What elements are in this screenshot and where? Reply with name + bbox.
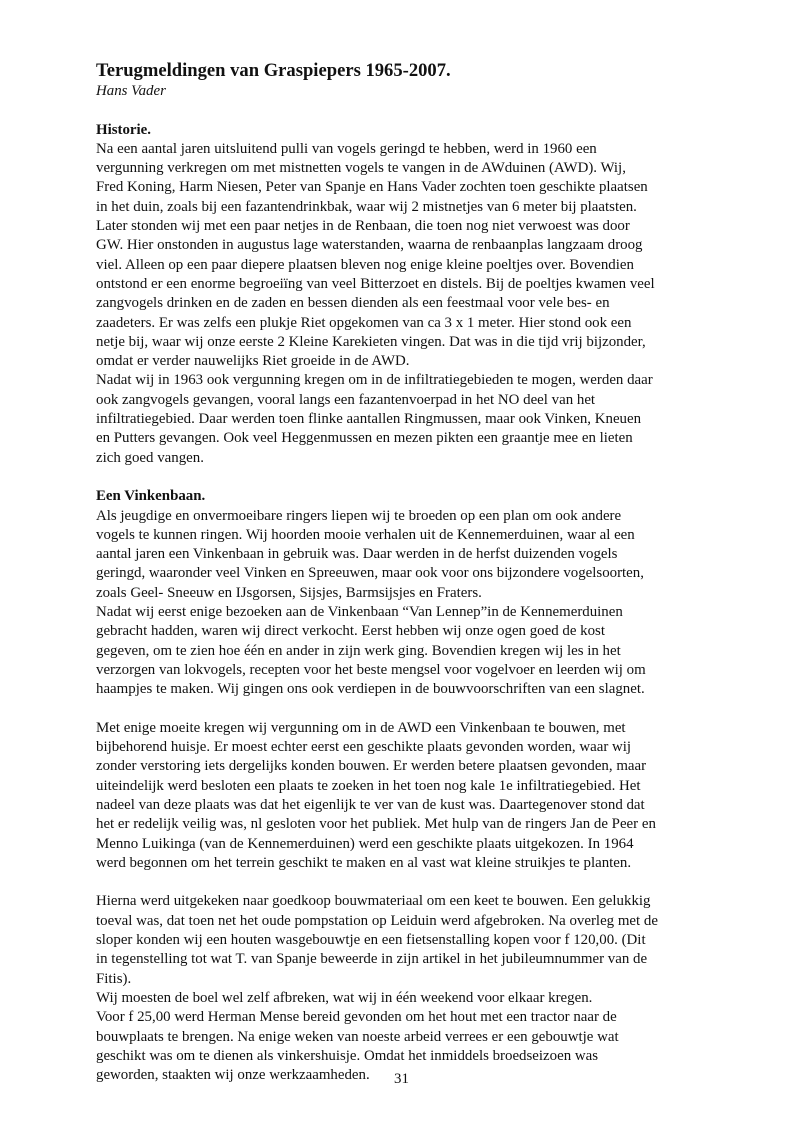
- text-line: aantal jaren een Vinkenbaan in gebruik was. Daar werden in de herfst duizenden vogels: [96, 546, 618, 563]
- text-line: het er redelijk veilig was, nl gesloten voor het publiek. Met hulp van de ringers Jan de Peer en: [96, 816, 656, 833]
- text-line: viel. Alleen op een paar diepere plaatsen bleven nog enige kleine poeltjes over. Bovendien: [96, 256, 634, 273]
- text-line: Nadat wij eerst enige bezoeken aan de Vinkenbaan “Van Lennep”in de Kennemerduinen: [96, 604, 623, 621]
- text-line: ontstond er een enorme begroeiïng van veel Bitterzoet en distels. Bij de poeltjes kwamen veel: [96, 275, 655, 292]
- text-line: in het duin, zoals bij een fazantendrinkbak, waar wij 2 mistnetjes van 6 meter bij plaatsten.: [96, 198, 637, 215]
- text-line: GW. Hier onstonden in augustus lage waterstanden, waarna de renbaanplas langzaam droog: [96, 237, 643, 254]
- article-title: Terugmeldingen van Graspiepers 1965-2007.: [96, 60, 451, 81]
- section-heading: Historie.: [96, 121, 151, 138]
- text-line: zangvogels drinken en de zaden en bessen dienden als een feestmaal voor vele bes- en: [96, 295, 610, 312]
- text-line: vergunning verkregen om met mistnetten vogels te vangen in de AWduinen (AWD). Wij,: [96, 160, 626, 177]
- text-line: bijbehorend huisje. Er moest echter eerst een geschikte plaats gevonden worden, waar wij: [96, 739, 632, 756]
- text-line: Met enige moeite kregen wij vergunning om in de AWD een Vinkenbaan te bouwen, met: [96, 719, 626, 736]
- paragraph: [96, 140, 708, 372]
- text-line: sloper konden wij een houten wasgebouwtje en een fietsenstalling kopen voor f 120,00. (Dit: [96, 932, 646, 949]
- text-line: infiltratiegebied. Daar werden toen flinke aantallen Ringmussen, maar ook Vinken, Kneuen: [96, 411, 642, 428]
- text-line: geschikt was om te dienen als vinkershuisje. Omdat het inmiddels broedseizoen was: [96, 1047, 599, 1064]
- text-line: bouwplaats te brengen. Na enige weken van noeste arbeid verrees er een gebouwtje wat: [96, 1028, 619, 1045]
- text-line: in tegenstelling tot wat T. van Spanje beweerde in zijn artikel in het jubileumnummer van de: [96, 951, 648, 968]
- text-line: toeval was, dat toen net het oude pompstation op Leiduin werd afgebroken. Na overleg met de: [96, 912, 658, 929]
- text-line: Nadat wij in 1963 ook vergunning kregen om in de infiltratiegebieden te mogen, werden daar: [96, 372, 653, 389]
- text-line: zoals Geel- Sneeuw en IJsgorsen, Sijsjes, Barmsijsjes en Fraters.: [96, 584, 482, 601]
- text-line: Menno Luikinga (van de Kennemerduinen) werd een geschikte plaats uitgekozen. In 1964: [96, 835, 634, 852]
- article-blocks: [96, 101, 708, 1085]
- paragraph: [96, 989, 708, 1008]
- text-line: Als jeugdige en onvermoeibare ringers liepen wij te broeden op een plan om ook andere: [96, 507, 622, 524]
- paragraph-gap: [96, 700, 708, 719]
- text-line: Later stonden wij met een paar netjes in de Renbaan, die toen nog niet verwoest was door: [96, 218, 630, 235]
- text-line: vogels te kunnen ringen. Wij hoorden mooie verhalen uit de Kennemerduinen, waar al een: [96, 526, 635, 543]
- text-line: Na een aantal jaren uitsluitend pulli van vogels geringd te hebben, werd in 1960 een: [96, 140, 597, 157]
- paragraph-gap: [96, 468, 708, 487]
- text-line: zaadeters. Er was zelfs een plukje Riet opgekomen van ca 3 x 1 meter. Hier stond ook een: [96, 314, 632, 331]
- paragraph: [96, 719, 708, 873]
- text-line: en Putters gevangen. Ook veel Heggenmussen en mezen pikten een graantje mee en lieten: [96, 430, 633, 447]
- text-line: zonder verstoring iets dergelijks konden bouwen. Er werden betere plaatsen gevonden, maar: [96, 758, 647, 775]
- text-line: verzorgen van lokvogels, recepten voor het beste mengsel voor vogelvoer en leerden wij om: [96, 661, 646, 678]
- page-number: 31: [394, 1071, 409, 1087]
- text-line: Fitis).: [96, 970, 132, 987]
- paragraph: [96, 371, 708, 467]
- paragraph: [96, 507, 708, 603]
- text-line: ook zangvogels gevangen, vooral langs een fazantenvoerpad in het NO deel van het: [96, 391, 596, 408]
- text-line: geringd, waaronder veel Vinken en Spreeuwen, maar ook voor ons bijzondere vogelsoorten,: [96, 565, 644, 582]
- article-body: [96, 60, 708, 1085]
- section-heading: Een Vinkenbaan.: [96, 488, 206, 505]
- text-line: netje bij, waar wij onze eerste 2 Kleine Karekieten vingen. Dat was in die tijd vrij bijzonder,: [96, 333, 646, 350]
- text-line: zich goed vangen.: [96, 449, 204, 466]
- paragraph-gap: [96, 101, 708, 120]
- paragraph: [96, 603, 708, 699]
- text-line: omdat er verder nauwelijks Riet groeide in de AWD.: [96, 353, 410, 370]
- text-line: Fred Koning, Harm Niesen, Peter van Spanje en Hans Vader zochten toen geschikte plaatsen: [96, 179, 648, 196]
- paragraph: [96, 892, 708, 988]
- paragraph-gap: [96, 873, 708, 892]
- text-line: gebracht hadden, waren wij direct verkocht. Eerst hebben wij onze ogen goed de kost: [96, 623, 605, 640]
- text-line: Voor f 25,00 werd Herman Mense bereid gevonden om het hout met een tractor naar de: [96, 1009, 617, 1026]
- text-line: geworden, staakten wij onze werkzaamheden.: [96, 1067, 370, 1084]
- text-line: uiteindelijk werd besloten een plaats te zoeken in het toen nog kale 1e infiltratiegebied. Het: [96, 777, 641, 794]
- text-line: gegeven, om te zien hoe één en ander in zijn werk ging. Bovendien kregen wij les in het: [96, 642, 621, 659]
- text-line: werd begonnen om het terrein geschikt te maken en al vast wat kleine struikjes te planten.: [96, 854, 632, 871]
- article-author: Hans Vader: [96, 83, 166, 99]
- text-line: haampjes te maken. Wij gingen ons ook verdiepen in de bouwvoorschriften van een slagnet.: [96, 681, 645, 698]
- text-line: nadeel van deze plaats was dat het eigenlijk te ver van de kust was. Daartegenover stond dat: [96, 796, 645, 813]
- text-line: Wij moesten de boel wel zelf afbreken, wat wij in één weekend voor elkaar kregen.: [96, 989, 593, 1006]
- text-line: Hierna werd uitgekeken naar goedkoop bouwmateriaal om een keet te bouwen. Een gelukkig: [96, 893, 651, 910]
